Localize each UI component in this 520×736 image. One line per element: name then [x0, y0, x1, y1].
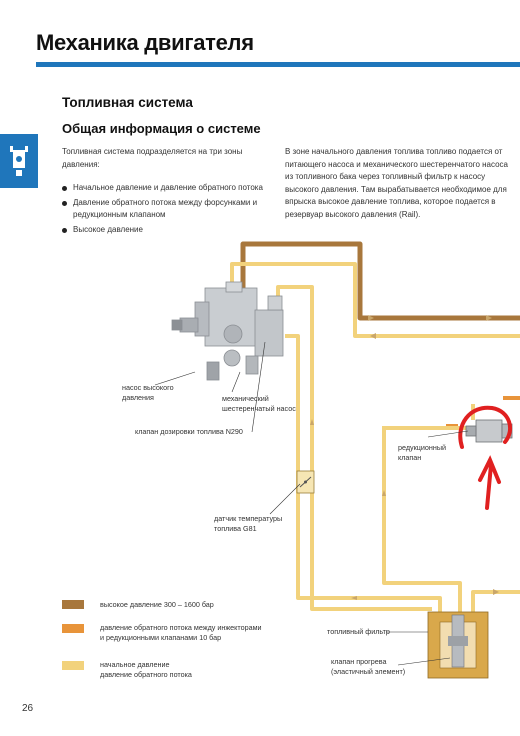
temp-sensor-label: датчик температуры топлива G81 — [214, 514, 283, 533]
warmup-valve-label: клапан прогрева (эластичный элемент) — [331, 657, 406, 676]
fuel-filter-label: топливный фильтр — [327, 627, 390, 636]
section-title: Топливная система — [62, 95, 193, 110]
legend-swatch-return — [62, 624, 84, 633]
low-pressure-line-6 — [473, 592, 520, 612]
leader-line — [232, 372, 240, 392]
high-pressure-line — [243, 244, 520, 318]
right-paragraph: В зоне начального давления топлива топливо подается от питающего насоса и механического шестеренчатого насоса из топливного бака через топливный фильтр к насосу высокого давления. Там вырабатывается необходимое для впрыска высокое давление топлива, которое подается в резервуар высокого давления (Rail). — [285, 147, 508, 219]
leader-line — [270, 484, 300, 514]
list-item: Начальное давление и давление обратного потока — [62, 182, 277, 195]
legend-label: высокое давление 300 – 1600 бар — [100, 600, 214, 609]
chapter-title: Механика двигателя — [36, 30, 254, 55]
list-item: Высокое давление — [62, 224, 277, 237]
high-pressure-pump — [172, 282, 283, 380]
temperature-sensor — [297, 471, 314, 493]
subsection-title: Общая информация о системе — [62, 121, 261, 136]
flow-arrow-icon — [370, 333, 376, 339]
legend-swatch-low — [62, 661, 84, 670]
page-number: 26 — [22, 703, 34, 714]
legend-swatch-high — [62, 600, 84, 609]
flow-arrow-icon — [493, 589, 499, 595]
list-item: Давление обратного потока между форсунками и редукционным клапаном — [62, 197, 277, 222]
intro-paragraph: Топливная система подразделяется на три зоны давления: — [62, 147, 243, 169]
legend-label: давление обратного потока между инжекторами и редукционными клапанами 10 бар — [100, 623, 262, 642]
reducing-valve-label: редукционный клапан — [398, 443, 447, 462]
hp-pump-label: насос высокого давления — [122, 383, 174, 402]
metering-valve-label: клапан дозировки топлива N290 — [135, 427, 243, 436]
legend-label: начальное давление давление обратного потока — [100, 660, 192, 679]
gear-pump-label: механический шестеренчатый насос — [222, 394, 296, 413]
fuel-filter — [428, 612, 488, 678]
